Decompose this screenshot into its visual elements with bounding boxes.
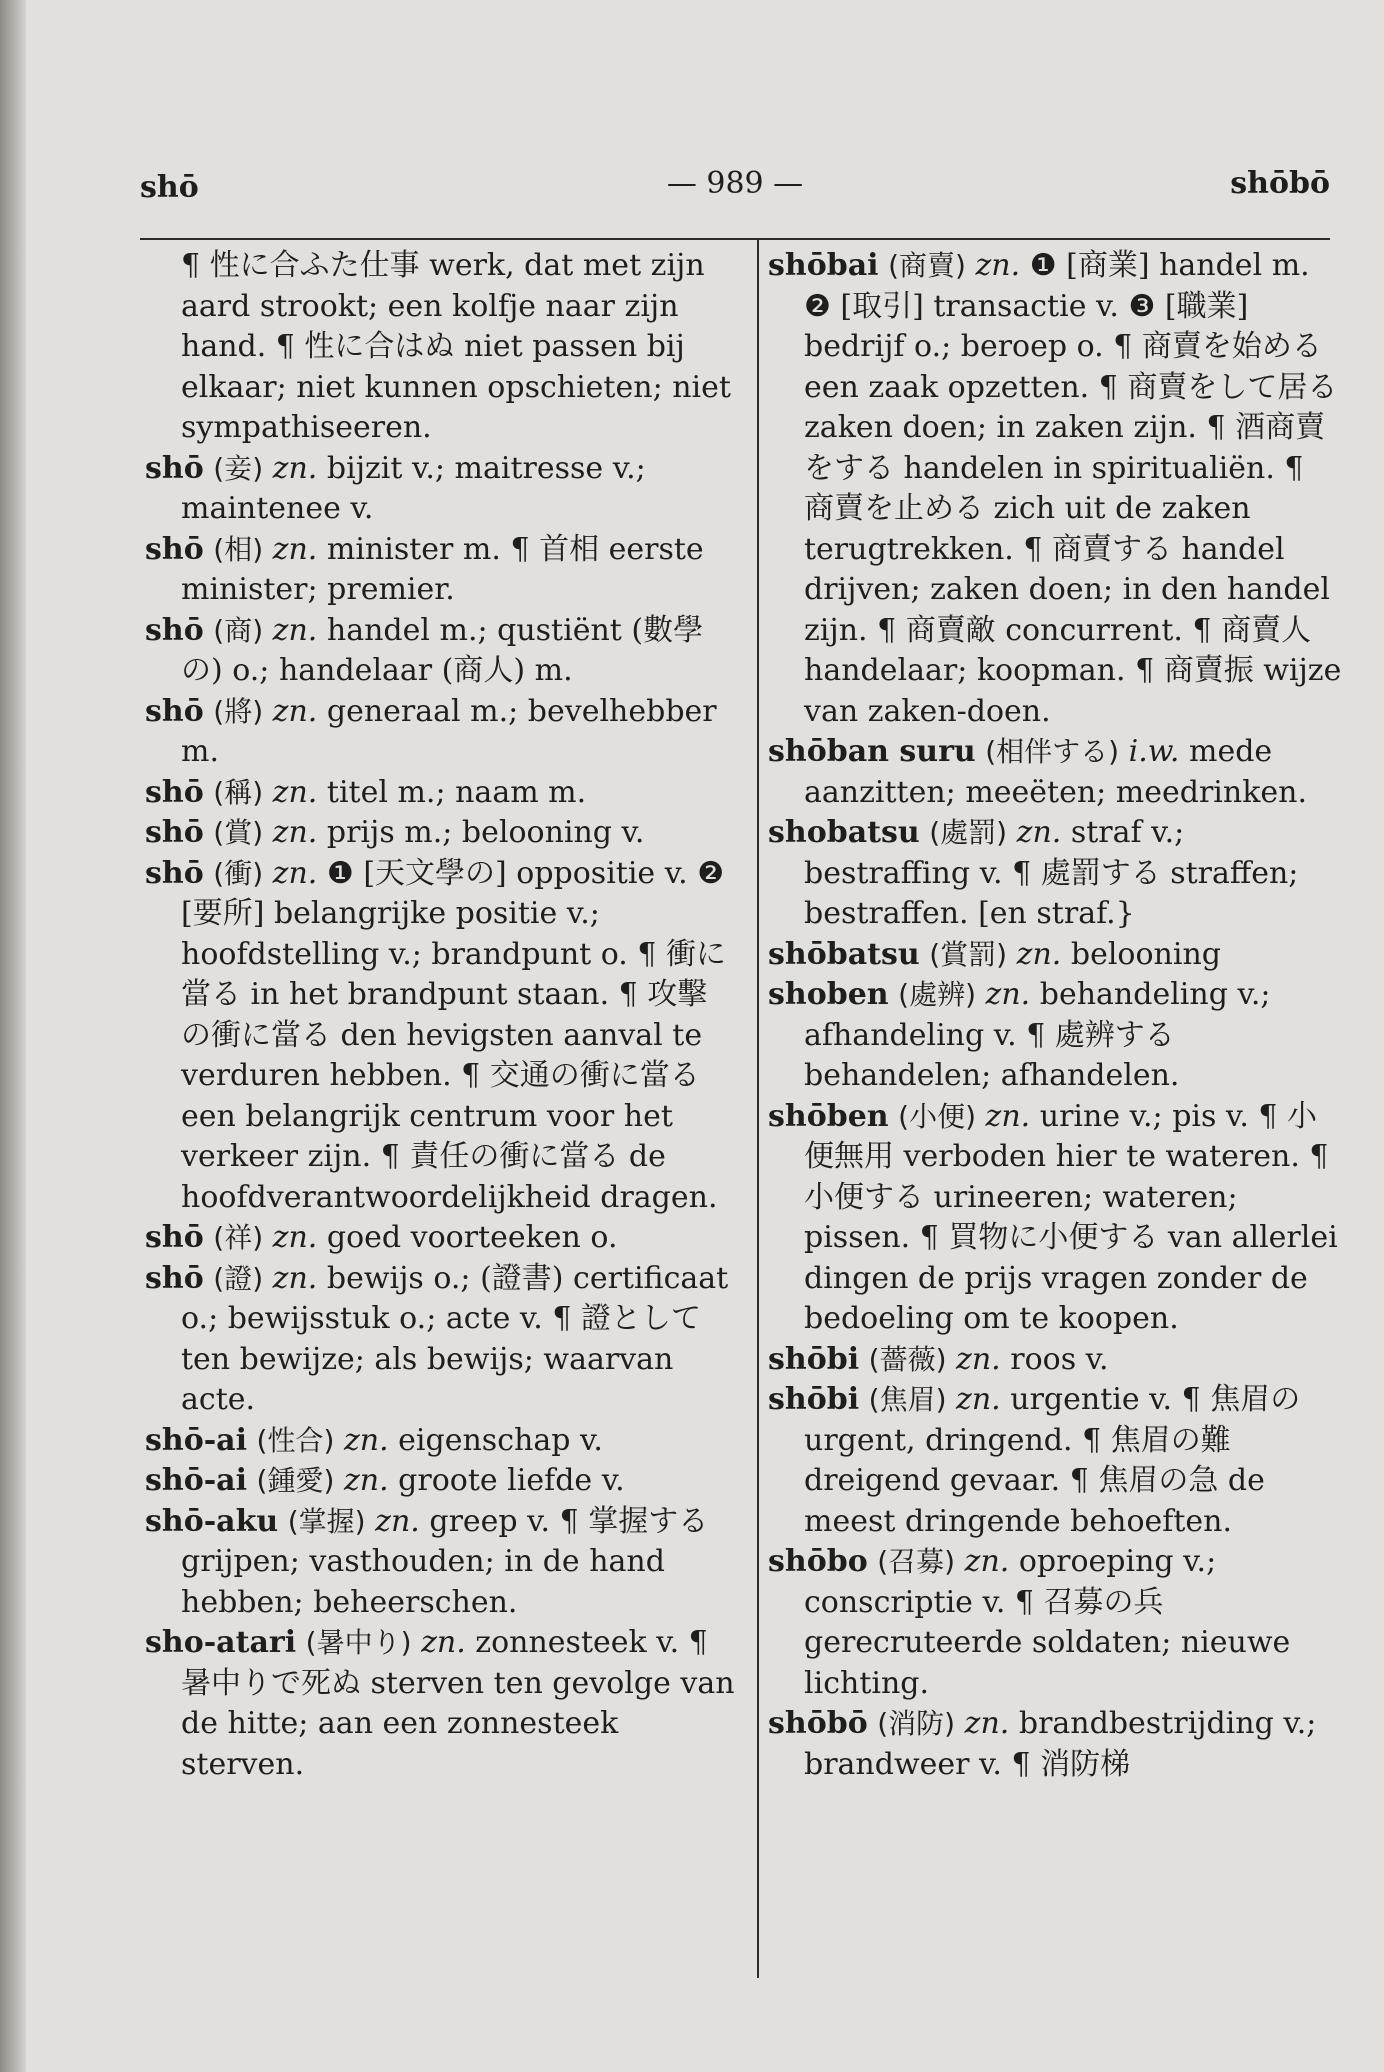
entry-headword: shō-aku bbox=[145, 1503, 279, 1539]
entry-kanji: (賞罰) bbox=[929, 937, 1008, 971]
dictionary-entry bbox=[768, 975, 1343, 1097]
entry-definition: prijs m.; belooning v. bbox=[326, 815, 645, 850]
dictionary-entry bbox=[145, 530, 735, 611]
entry-kanji: (相) bbox=[213, 532, 264, 566]
entry-grammar: zn. bbox=[272, 1260, 318, 1296]
entry-definition: ❶ [天文學の] oppositie v. ❷ [要所] belangrijke positie v.; hoofdstelling v.; brandpunt o. ¶ 衝に當る in het brandpunt staan. ¶ 攻擊の衝に當る den hevigsten aanval te verduren hebben. ¶ 交通の衝に當る een belangrijk centrum voor het verkeer zijn. ¶ 責任の衝に當る de hoofdverantwoordelijkheid dragen. bbox=[181, 855, 726, 1215]
page-gutter-shadow bbox=[0, 0, 26, 2072]
entry-definition: brandbestrijding v.; brandweer v. ¶ 消防梯 bbox=[804, 1706, 1317, 1782]
entry-grammar: i.w. bbox=[1128, 734, 1180, 769]
entry-definition: roos v. bbox=[1010, 1341, 1109, 1377]
entry-definition: mede aanzitten; meeëten; meedrinken. bbox=[804, 734, 1308, 810]
dictionary-entry bbox=[768, 935, 1343, 976]
entry-grammar: zn. bbox=[964, 1544, 1010, 1579]
entry-definition: zonnesteek v. ¶ 暑中りで死ぬ sterven ten gevolge van de hitte; aan een zonnesteek sterven. bbox=[181, 1625, 735, 1782]
dictionary-entry bbox=[145, 449, 735, 530]
entry-headword: shō bbox=[145, 1260, 204, 1296]
dictionary-entry bbox=[145, 1623, 735, 1785]
entry-grammar: zn. bbox=[956, 1341, 1001, 1377]
entry-grammar: zn. bbox=[975, 248, 1021, 283]
entry-definition: handel m.; qustiënt (數學の) o.; handelaar (商人) m. bbox=[181, 612, 704, 688]
entry-headword: shōbō bbox=[768, 1706, 868, 1741]
entry-grammar: zn. bbox=[272, 693, 318, 729]
entry-grammar: zn. bbox=[272, 612, 318, 648]
entry-headword: shōbo bbox=[768, 1544, 868, 1579]
right-column bbox=[768, 246, 1343, 1785]
entry-kanji: (消防) bbox=[877, 1707, 956, 1740]
entry-kanji: (將) bbox=[213, 694, 264, 728]
entry-headword: shō bbox=[145, 815, 204, 850]
entry-kanji: (證) bbox=[213, 1261, 264, 1295]
entry-headword: shōbatsu bbox=[768, 936, 920, 972]
entry-grammar: zn. bbox=[985, 977, 1031, 1012]
dictionary-entry bbox=[768, 1542, 1343, 1704]
entry-headword: shō bbox=[145, 612, 204, 648]
header-right-guide-word: shōbō bbox=[1230, 166, 1330, 201]
entry-definition: belooning bbox=[1070, 936, 1221, 972]
entry-definition: groote liefde v. bbox=[398, 1463, 625, 1498]
entry-definition: bijzit v.; maitresse v.; maintenee v. bbox=[181, 450, 646, 526]
running-header bbox=[140, 160, 1330, 210]
dictionary-entry bbox=[145, 692, 735, 773]
entry-grammar: zn. bbox=[272, 1220, 318, 1255]
entry-kanji: (商) bbox=[213, 613, 264, 647]
entry-grammar: zn. bbox=[964, 1706, 1010, 1741]
entry-definition: generaal m.; bevelhebber m. bbox=[181, 693, 717, 769]
entry-definition: ❶ [商業] handel m. ❷ [取引] transactie v. ❸ [職業] bedrijf o.; beroep o. ¶ 商賣を始める een zaak opzetten. ¶ 商賣をして居る zaken doen; in zaken zijn. ¶ 酒商賣をする handelen in spiritualiën. ¶ 商賣を止める zich uit de zaken terugtrekken. ¶ 商賣する handel drijven; zaken doen; in den handel zijn. ¶ 商賣敵 concurrent. ¶ 商賣人 handelaar; koopman. ¶ 商賣振 wijze van zaken-doen. bbox=[804, 248, 1342, 729]
entry-grammar: zn. bbox=[1016, 936, 1062, 972]
dictionary-entry bbox=[145, 246, 735, 449]
entry-headword: sho-atari bbox=[145, 1625, 297, 1660]
entry-definition: greep v. ¶ 掌握する grijpen; vasthouden; in de hand hebben; beheerschen. bbox=[181, 1503, 709, 1620]
entry-definition: urgentie v. ¶ 焦眉の urgent, dringend. ¶ 焦眉の難 dreigend gevaar. ¶ 焦眉の急 de meest dringende behoeften. bbox=[804, 1382, 1301, 1539]
entry-grammar: zn. bbox=[272, 815, 318, 850]
entry-headword: shō bbox=[145, 531, 204, 567]
entry-definition: goed voorteeken o. bbox=[326, 1220, 618, 1255]
entry-kanji: (性合) bbox=[256, 1423, 335, 1457]
entry-grammar: zn. bbox=[272, 450, 318, 486]
entry-kanji: (妾) bbox=[213, 451, 264, 485]
entry-grammar: zn. bbox=[1016, 815, 1062, 850]
entry-kanji: (稱) bbox=[213, 775, 264, 809]
entry-grammar: zn. bbox=[272, 774, 318, 810]
page-number: — 989 — bbox=[666, 166, 804, 201]
dictionary-entry bbox=[145, 773, 735, 814]
entry-headword: shō bbox=[145, 855, 204, 891]
entry-definition: behandeling v.; afhandeling v. ¶ 處辨する behandelen; afhandelen. bbox=[804, 977, 1271, 1093]
entry-kanji: (祥) bbox=[213, 1221, 264, 1254]
dictionary-entry bbox=[145, 611, 735, 692]
dictionary-entry bbox=[768, 1704, 1343, 1785]
entry-kanji: (鍾愛) bbox=[256, 1464, 335, 1497]
entry-grammar: zn. bbox=[343, 1463, 389, 1498]
entry-grammar: zn. bbox=[272, 855, 318, 891]
header-rule bbox=[140, 238, 1330, 240]
entry-headword: shō bbox=[145, 693, 204, 729]
column-divider bbox=[757, 238, 759, 1978]
entry-definition: bewijs o.; (證書) certificaat o.; bewijsstuk o.; acte v. ¶ 證として ten bewijze; als bewijs; waarvan acte. bbox=[181, 1260, 729, 1417]
entry-headword: shō-ai bbox=[145, 1463, 247, 1498]
entry-grammar: zn. bbox=[956, 1382, 1001, 1417]
entry-kanji: (薔薇) bbox=[868, 1342, 947, 1376]
dictionary-entry bbox=[145, 1259, 735, 1421]
header-left-guide-word: shō bbox=[140, 170, 199, 205]
entry-kanji: (衝) bbox=[213, 856, 264, 890]
entry-headword: shōbi bbox=[768, 1382, 860, 1417]
entry-kanji: (小便) bbox=[898, 1099, 976, 1133]
entry-kanji: (暑中り) bbox=[305, 1626, 412, 1659]
dictionary-entry bbox=[768, 1097, 1343, 1340]
dictionary-entry bbox=[768, 813, 1343, 935]
entry-headword: shō-ai bbox=[145, 1422, 247, 1458]
entry-headword: shōben bbox=[768, 1098, 889, 1134]
entry-headword: shōbi bbox=[768, 1341, 860, 1377]
entry-headword: shōban suru bbox=[768, 734, 976, 769]
entry-headword: shō bbox=[145, 450, 204, 486]
entry-kanji: (處辨) bbox=[898, 978, 976, 1011]
dictionary-entry bbox=[768, 1380, 1343, 1542]
dictionary-entry bbox=[145, 1461, 735, 1502]
entry-grammar: zn. bbox=[343, 1422, 389, 1458]
entry-definition: eigenschap v. bbox=[398, 1422, 603, 1458]
entry-grammar: zn. bbox=[375, 1503, 420, 1539]
entry-headword: shō bbox=[145, 774, 204, 810]
entry-grammar: zn. bbox=[272, 531, 318, 567]
entry-kanji: (召募) bbox=[877, 1545, 956, 1578]
dictionary-entry bbox=[145, 1421, 735, 1462]
entry-grammar: zn. bbox=[421, 1625, 466, 1660]
entry-kanji: (相伴する) bbox=[985, 735, 1120, 768]
entry-headword: shoben bbox=[768, 977, 889, 1012]
entry-kanji: (商賣) bbox=[888, 249, 966, 282]
entry-definition: oproeping v.; conscriptie v. ¶ 召募の兵 gerecruteerde soldaten; nieuwe lichting. bbox=[804, 1544, 1291, 1701]
dictionary-entry bbox=[145, 813, 735, 854]
entry-headword: shōbai bbox=[768, 248, 879, 283]
entry-definition: urine v.; pis v. ¶ 小便無用 verboden hier te wateren. ¶ 小便する urineeren; wateren; pissen. ¶ 買物に小便する van allerlei dingen de prijs vragen zonder de bedoeling om te koopen. bbox=[804, 1098, 1338, 1336]
entry-kanji: (賞) bbox=[213, 816, 264, 849]
entry-headword: shō bbox=[145, 1220, 204, 1255]
dictionary-entry bbox=[145, 1218, 735, 1259]
dictionary-entry bbox=[768, 732, 1343, 813]
dictionary-entry bbox=[768, 246, 1343, 732]
dictionary-entry bbox=[145, 1502, 735, 1624]
entry-grammar: zn. bbox=[985, 1098, 1031, 1134]
entry-kanji: (處罰) bbox=[929, 816, 1008, 849]
entry-kanji: (掌握) bbox=[287, 1504, 366, 1538]
entry-definition: minister m. ¶ 首相 eerste minister; premier. bbox=[181, 531, 704, 607]
entry-definition: straf v.; bestraffing v. ¶ 處罰する straffen; bestraffen. [en straf.} bbox=[804, 815, 1299, 931]
left-column bbox=[145, 246, 735, 1785]
entry-definition: titel m.; naam m. bbox=[326, 774, 587, 810]
entry-definition: ¶ 性に合ふた仕事 werk, dat met zijn aard strookt; een kolfje naar zijn hand. ¶ 性に合はぬ niet passen bij elkaar; niet kunnen opschieten; niet sympathiseeren. bbox=[181, 248, 731, 445]
dictionary-entry bbox=[768, 1340, 1343, 1381]
dictionary-entry bbox=[145, 854, 735, 1219]
entry-headword: shobatsu bbox=[768, 815, 920, 850]
entry-kanji: (焦眉) bbox=[868, 1383, 947, 1416]
